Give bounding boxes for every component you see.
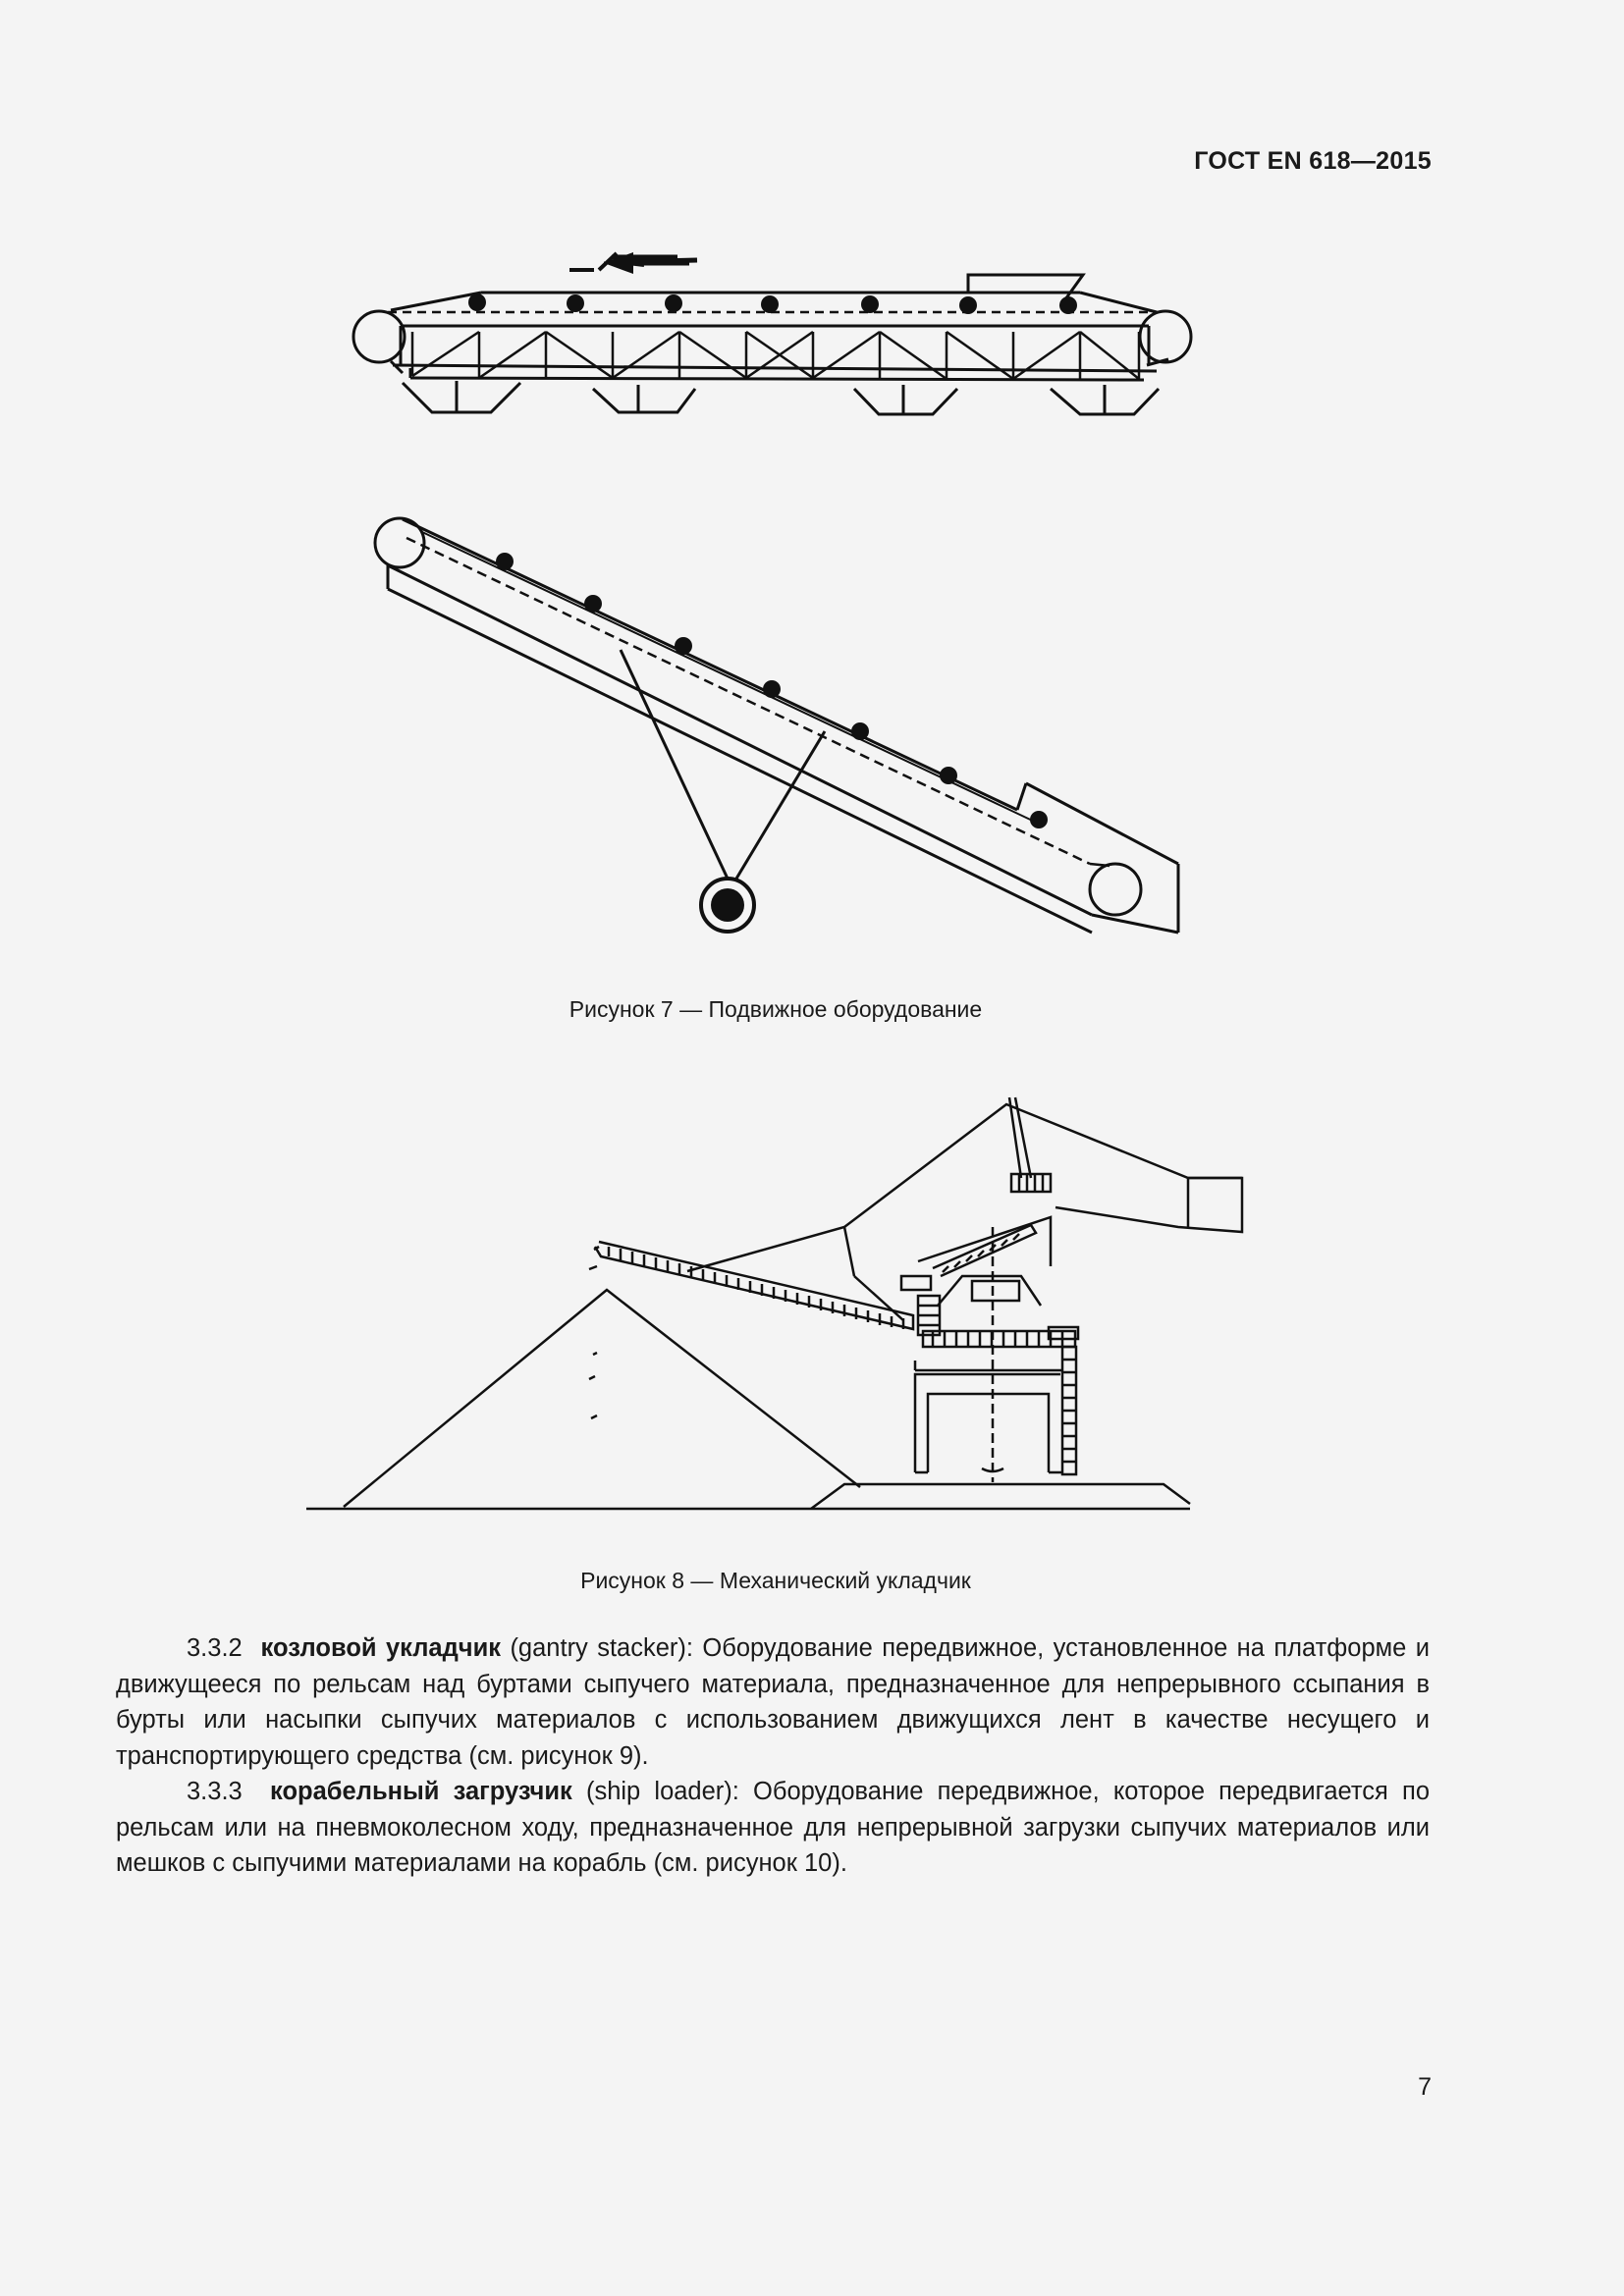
definition-3-3-2 — [116, 1630, 1430, 1774]
figure-8-caption: Рисунок 8 — Механический укладчик — [580, 1568, 971, 1593]
stacker-boom — [595, 1097, 1242, 1329]
definition-3-3-3 — [116, 1774, 1430, 1882]
definitions-section — [116, 1630, 1430, 1882]
page-number: 7 — [1418, 2073, 1432, 2101]
figure-8-drawing — [0, 1080, 1624, 1571]
definition-text: (ship loader): Оборудование передвижное, которое передвигается по рельсам или на пневмоколесном ходу, предназначенное для непрерывной загрузки сыпучих материалов или мешков с сыпучими материалами на корабль (см. рисунок 10). — [116, 1778, 1430, 1877]
clause-number: 3.3.3 — [187, 1778, 243, 1805]
stacker-tower — [901, 1174, 1078, 1482]
figure-7-drawing — [0, 0, 1624, 982]
horizontal-conveyor — [353, 252, 1191, 414]
figure-7-caption: Рисунок 7 — Подвижное оборудование — [568, 996, 983, 1022]
inclined-conveyor — [375, 518, 1178, 933]
term-gantry-stacker: козловой укладчик — [260, 1634, 502, 1662]
definition-text: (gantry stacker): Оборудование передвижное, установленное на платформе и движущееся по рельсам над буртами сыпучего материала, предназначенное для непрерывного ссыпания в бурты или насыпки сыпучих материалов с использованием движущихся лент в качестве несущего и транспортирующего средства (см. рисунок 9). — [116, 1634, 1431, 1770]
clause-number: 3.3.2 — [187, 1634, 243, 1662]
term-ship-loader: корабельный загрузчик — [270, 1778, 572, 1805]
document-code-header: ГОСТ EN 618—2015 — [1194, 147, 1432, 175]
